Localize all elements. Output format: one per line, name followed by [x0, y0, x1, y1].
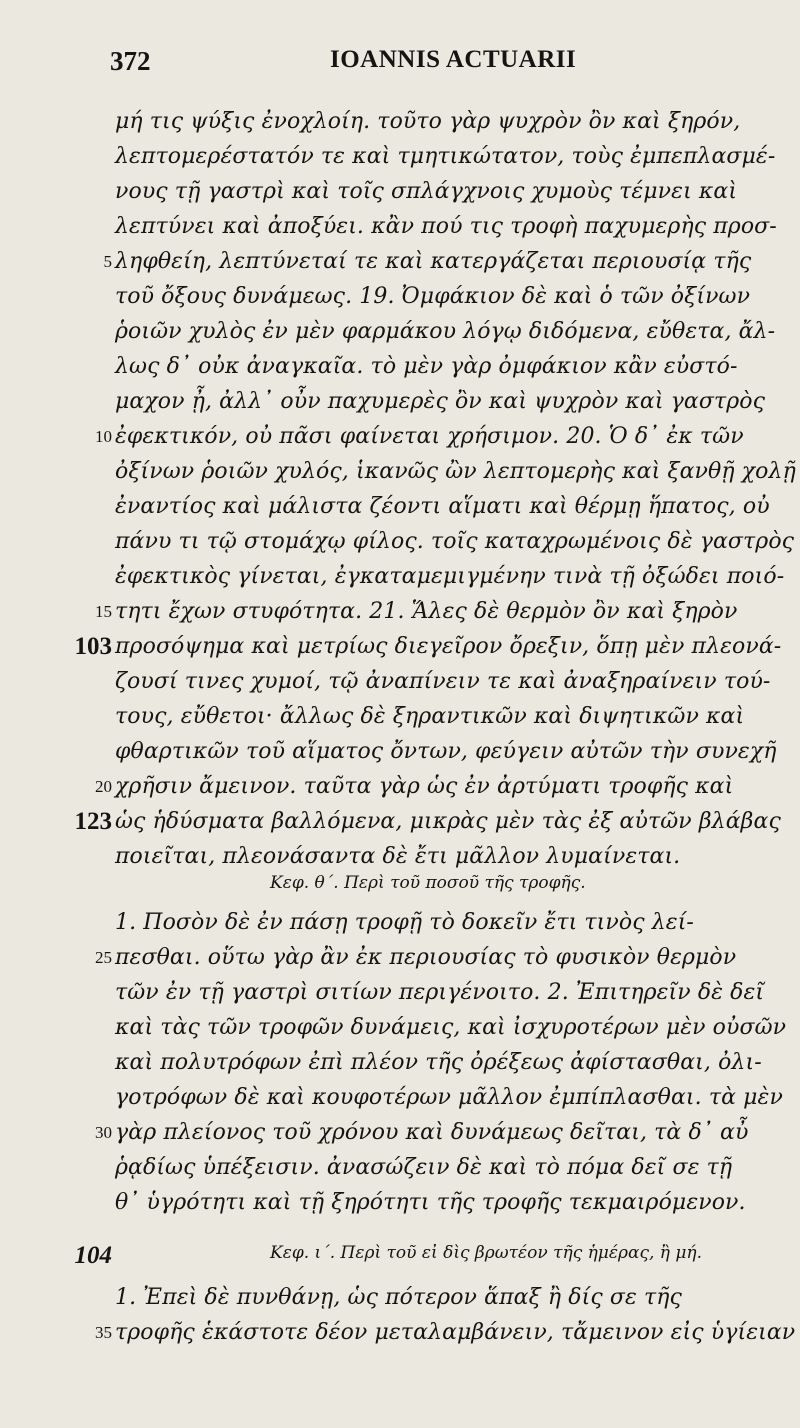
line-text: ληφθείη, λεπτύνεταί τε καὶ κατεργάζεται περιουσίᾳ τῆς: [115, 249, 752, 274]
text-line: [60, 279, 800, 315]
text-line: [60, 699, 800, 735]
line-text: ἐναντίος καὶ μάλιστα ζέοντι αἵματι καὶ θέρμῃ ἥπατος, οὐ: [115, 494, 770, 519]
text-line: [60, 1045, 800, 1081]
line-text: θ᾽ ὑγρότητι καὶ τῇ ξηρότητι τῆς τροφῆς τεκμαιρόμενον.: [115, 1190, 746, 1215]
text-line: [60, 975, 800, 1011]
line-text: ποιεῖται, πλεονάσαντα δὲ ἔτι μᾶλλον λυμαίνεται.: [115, 844, 681, 869]
line-text: ἐφεκτικόν, οὐ πᾶσι φαίνεται χρήσιμον. 20. Ὁ δ᾽ ἐκ τῶν: [115, 424, 744, 449]
line-text: χρῆσιν ἄμεινον. ταῦτα γὰρ ὡς ἐν ἀρτύματι τροφῆς καὶ: [115, 774, 734, 799]
text-line: [60, 349, 800, 385]
line-text: λως δ᾽ οὐκ ἀναγκαῖα. τὸ μὲν γὰρ ὀμφάκιον κἂν εὐστό-: [115, 354, 738, 379]
text-line: [60, 174, 800, 210]
text-line: [60, 905, 800, 941]
text-line: [60, 804, 800, 840]
line-number: 5: [103, 252, 112, 271]
text-line: [60, 1115, 800, 1151]
margin-reference: 103: [74, 633, 112, 660]
line-text: τροφῆς ἑκάστοτε δέον μεταλαμβάνειν, τἄμεινον εἰς ὑγίειαν: [115, 1320, 796, 1345]
line-text: γοτρόφων δὲ καὶ κουφοτέρων μᾶλλον ἐμπίπλασθαι. τὰ μὲν: [115, 1085, 783, 1110]
line-text: τητι ἔχων στυφότητα. 21. Ἅλες δὲ θερμὸν ὂν καὶ ξηρὸν: [115, 599, 738, 624]
line-text: ῥοιῶν χυλὸς ἐν μὲν φαρμάκου λόγῳ διδόμενα, εὔθετα, ἄλ-: [115, 319, 776, 344]
chapter-heading-text: Κεφ. θ΄. Περὶ τοῦ ποσοῦ τῆς τροφῆς.: [270, 873, 586, 893]
text-line: [60, 209, 800, 245]
line-text: λεπτύνει καὶ ἀποξύει. κἂν πού τις τροφὴ παχυμερὴς προσ-: [115, 214, 777, 239]
line-number: 15: [95, 602, 112, 621]
line-text: προσόψημα καὶ μετρίως διεγεῖρον ὄρεξιν, ὅπῃ μὲν πλεονά-: [115, 634, 782, 659]
text-line: [60, 244, 800, 280]
line-text: πεσθαι. οὕτω γὰρ ἂν ἐκ περιουσίας τὸ φυσικὸν θερμὸν: [115, 945, 737, 970]
line-text: 1. Ἐπεὶ δὲ πυνθάνῃ, ὡς πότερον ἅπαξ ἢ δίς σε τῆς: [115, 1285, 682, 1310]
text-line: [60, 664, 800, 700]
line-text: τῶν ἐν τῇ γαστρὶ σιτίων περιγένοιτο. 2. Ἐπιτηρεῖν δὲ δεῖ: [115, 980, 765, 1005]
text-line: [60, 489, 800, 525]
text-line: [60, 1150, 800, 1186]
text-line: [60, 1315, 800, 1351]
line-text: ὡς ἡδύσματα βαλλόμενα, μικρὰς μὲν τὰς ἐξ αὐτῶν βλάβας: [115, 809, 781, 834]
text-line: [60, 734, 800, 770]
line-text: 1. Ποσὸν δὲ ἐν πάσῃ τροφῇ τὸ δοκεῖν ἔτι τινὸς λεί-: [115, 910, 694, 935]
line-number: 10: [95, 427, 112, 446]
line-text: πάνυ τι τῷ στομάχῳ φίλος. τοῖς καταχρωμένοις δὲ γαστρὸς: [115, 529, 795, 554]
line-text: νους τῇ γαστρὶ καὶ τοῖς σπλάγχνοις χυμοὺς τέμνει καὶ: [115, 179, 738, 204]
chapter-heading-text: Κεφ. ι΄. Περὶ τοῦ εἰ δὶς βρωτέον τῆς ἡμέρας, ἢ μή.: [270, 1243, 702, 1263]
text-line: [60, 314, 800, 350]
chapter-heading: [74, 1238, 702, 1269]
margin-reference: 104: [74, 1242, 112, 1269]
running-head: IOANNIS ACTUARII: [330, 46, 577, 73]
line-number: 35: [95, 1323, 112, 1342]
line-text: ζουσί τινες χυμοί, τῷ ἀναπίνειν τε καὶ ἀναξηραίνειν τού-: [115, 669, 771, 694]
line-text: μή τις ψύξις ἐνοχλοίη. τοῦτο γὰρ ψυχρὸν ὂν καὶ ξηρόν,: [115, 109, 741, 134]
line-text: τους, εὔθετοι· ἄλλως δὲ ξηραντικῶν καὶ διψητικῶν καὶ: [115, 704, 745, 729]
text-line: [60, 384, 800, 420]
text-line: [60, 1080, 800, 1116]
line-text: ἐφεκτικὸς γίνεται, ἐγκαταμεμιγμένην τινὰ τῇ ὀξώδει ποιό-: [115, 564, 785, 589]
line-number: 20: [95, 777, 112, 796]
line-text: μαχον ᾖ, ἀλλ᾽ οὖν παχυμερὲς ὂν καὶ ψυχρὸν καὶ γαστρὸς: [115, 389, 766, 414]
line-text: ὀξίνων ῥοιῶν χυλός, ἱκανῶς ὢν λεπτομερὴς καὶ ξανθῇ χολῇ: [115, 459, 796, 484]
text-line: [60, 594, 800, 630]
line-text: καὶ τὰς τῶν τροφῶν δυνάμεις, καὶ ἰσχυροτέρων μὲν οὐσῶν: [115, 1015, 787, 1040]
text-line: [60, 1010, 800, 1046]
text-line: [60, 419, 800, 455]
line-text: καὶ πολυτρόφων ἐπὶ πλέον τῆς ὀρέξεως ἀφίστασθαι, ὀλι-: [115, 1050, 762, 1075]
line-text: φθαρτικῶν τοῦ αἵματος ὄντων, φεύγειν αὐτῶν τὴν συνεχῆ: [115, 739, 777, 764]
line-number: 30: [95, 1123, 112, 1142]
line-text: ῥᾳδίως ὑπέξεισιν. ἀνασώζειν δὲ καὶ τὸ πόμα δεῖ σε τῇ: [115, 1155, 733, 1180]
line-text: λεπτομερέστατόν τε καὶ τμητικώτατον, τοὺς ἐμπεπλασμέ-: [115, 144, 776, 169]
text-line: [60, 559, 800, 595]
line-text: γὰρ πλείονος τοῦ χρόνου καὶ δυνάμεως δεῖται, τὰ δ᾽ αὖ: [115, 1120, 749, 1145]
page-header: [0, 46, 800, 86]
text-line: [60, 940, 800, 976]
margin-reference: 123: [74, 808, 112, 835]
text-line: [60, 454, 800, 490]
text-line: [60, 1280, 800, 1316]
page-number: 372: [110, 46, 151, 76]
text-line: [60, 769, 800, 805]
line-number: 25: [95, 948, 112, 967]
text-line: [60, 104, 800, 140]
text-line: [60, 629, 800, 665]
text-line: [60, 1185, 800, 1221]
text-line: [60, 139, 800, 175]
chapter-heading: [270, 868, 586, 898]
line-text: τοῦ ὄξους δυνάμεως. 19. Ὀμφάκιον δὲ καὶ ὁ τῶν ὀξίνων: [115, 284, 751, 309]
text-line: [60, 524, 800, 560]
